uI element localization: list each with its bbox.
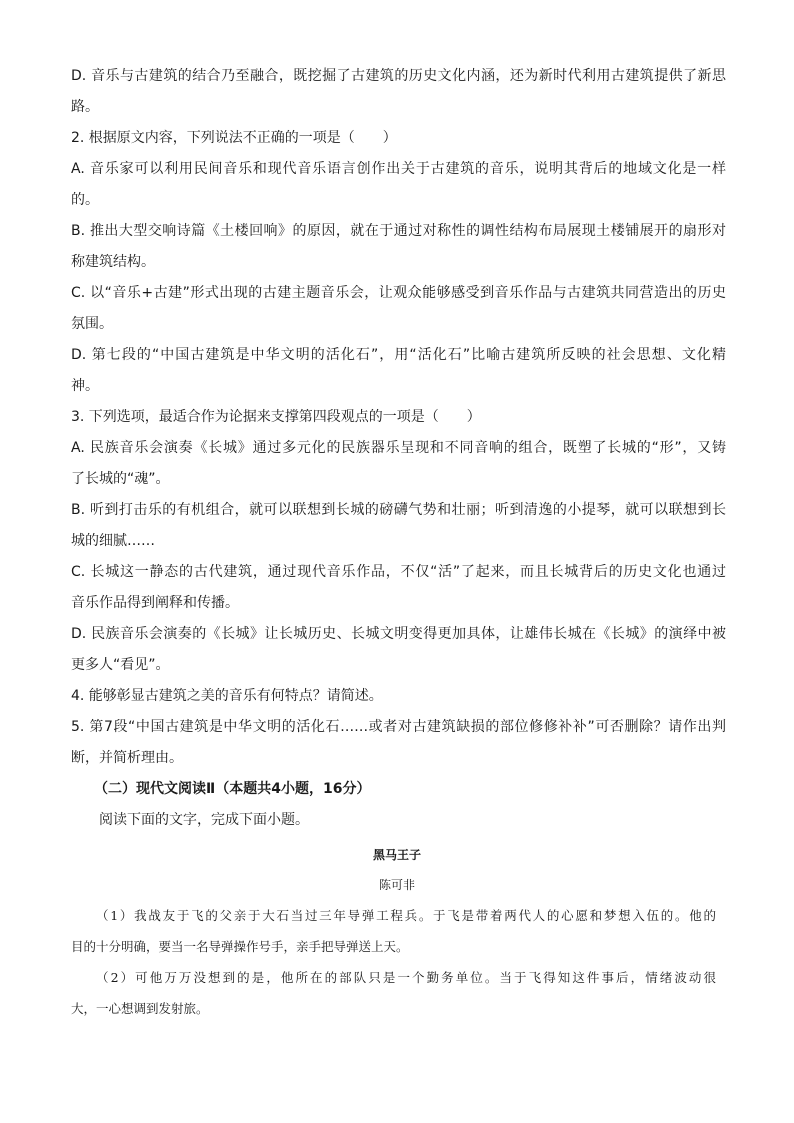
q2-option-d-line-1: D. 第七段的“中国古建筑是中华文明的活化石”，用“活化石”比喻古建筑所反映的社会思想、文化精 xyxy=(71,347,726,363)
question-3: 3. 下列选项，最适合作为论据来支撑第四段观点的一项是（ ） xyxy=(71,409,481,425)
reading-instruction: 阅读下面的文字，完成下面小题。 xyxy=(99,812,309,828)
q2-option-b-line-1: B. 推出大型交响诗篇《土楼回响》的原因，就在于通过对称性的调性结构布局展现土楼铺展开的扇形对 xyxy=(71,223,726,239)
q2-option-a-line-2: 的。 xyxy=(71,192,99,208)
q3-option-b-line-2: 城的细腻…… xyxy=(71,533,155,549)
q2-option-c-line-2: 氛围。 xyxy=(71,316,113,332)
q2-option-a-line-1: A. 音乐家可以利用民间音乐和现代音乐语言创作出关于古建筑的音乐，说明其背后的地域文化是一样 xyxy=(71,161,726,177)
story-paragraph-2-line-2: 大，一心想调到发射旅。 xyxy=(71,1001,209,1016)
question-5-line-1: 5. 第7段“中国古建筑是中华文明的活化石……或者对古建筑缺损的部位修修补补”可否删除？请作出判 xyxy=(71,719,726,735)
q2-option-c-line-1: C. 以“音乐+古建”形式出现的古建主题音乐会，让观众能够感受到音乐作品与古建筑共同营造出的历史 xyxy=(71,285,726,301)
q3-option-c-line-1: C. 长城这一静态的古代建筑，通过现代音乐作品，不仅“活”了起来，而且长城背后的历史文化也通过 xyxy=(71,564,726,580)
q3-option-a-line-1: A. 民族音乐会演奏《长城》通过多元化的民族器乐呈现和不同音响的组合，既塑了长城的“形”，又铸 xyxy=(71,440,726,456)
story-title: 黑马王子 xyxy=(372,848,421,862)
q3-option-d-line-1: D. 民族音乐会演奏的《长城》让长城历史、长城文明变得更加具体，让雄伟长城在《长城》的演绎中被 xyxy=(71,626,726,642)
q3-option-c-line-2: 音乐作品得到阐释和传播。 xyxy=(71,595,239,611)
q3-option-b-line-1: B. 听到打击乐的有机组合，就可以联想到长城的磅礴气势和壮丽；听到清逸的小提琴，就可以联想到长 xyxy=(71,502,726,518)
option-d-line-2: 路。 xyxy=(71,99,99,115)
q2-option-d-line-2: 神。 xyxy=(71,378,99,394)
q3-option-d-line-2: 更多人“看见”。 xyxy=(71,657,170,673)
option-d-line-1: D. 音乐与古建筑的结合乃至融合，既挖掘了古建筑的历史文化内涵，还为新时代利用古建筑提供了新思 xyxy=(71,68,726,84)
section-heading: （二）现代文阅读Ⅱ（本题共4小题，16分） xyxy=(94,781,371,797)
story-author: 陈可非 xyxy=(378,878,415,892)
q2-option-b-line-2: 称建筑结构。 xyxy=(71,254,155,270)
question-5-line-2: 断，并简析理由。 xyxy=(71,750,183,766)
question-2: 2. 根据原文内容，下列说法不正确的一项是（ ） xyxy=(71,130,397,146)
story-paragraph-1-line-1: （1）我战友于飞的父亲于大石当过三年导弹工程兵。于飞是带着两代人的心愿和梦想入伍的。他的 xyxy=(96,908,716,923)
question-4: 4. 能够彰显古建筑之美的音乐有何特点？请简述。 xyxy=(71,688,383,704)
story-paragraph-2-line-1: （2）可他万万没想到的是，他所在的部队只是一个勤务单位。当于飞得知这件事后，情绪波动很 xyxy=(96,970,716,985)
q3-option-a-line-2: 了长城的“魂”。 xyxy=(71,471,170,487)
story-paragraph-1-line-2: 目的十分明确，要当一名导弹操作号手，亲手把导弹送上天。 xyxy=(71,939,409,954)
